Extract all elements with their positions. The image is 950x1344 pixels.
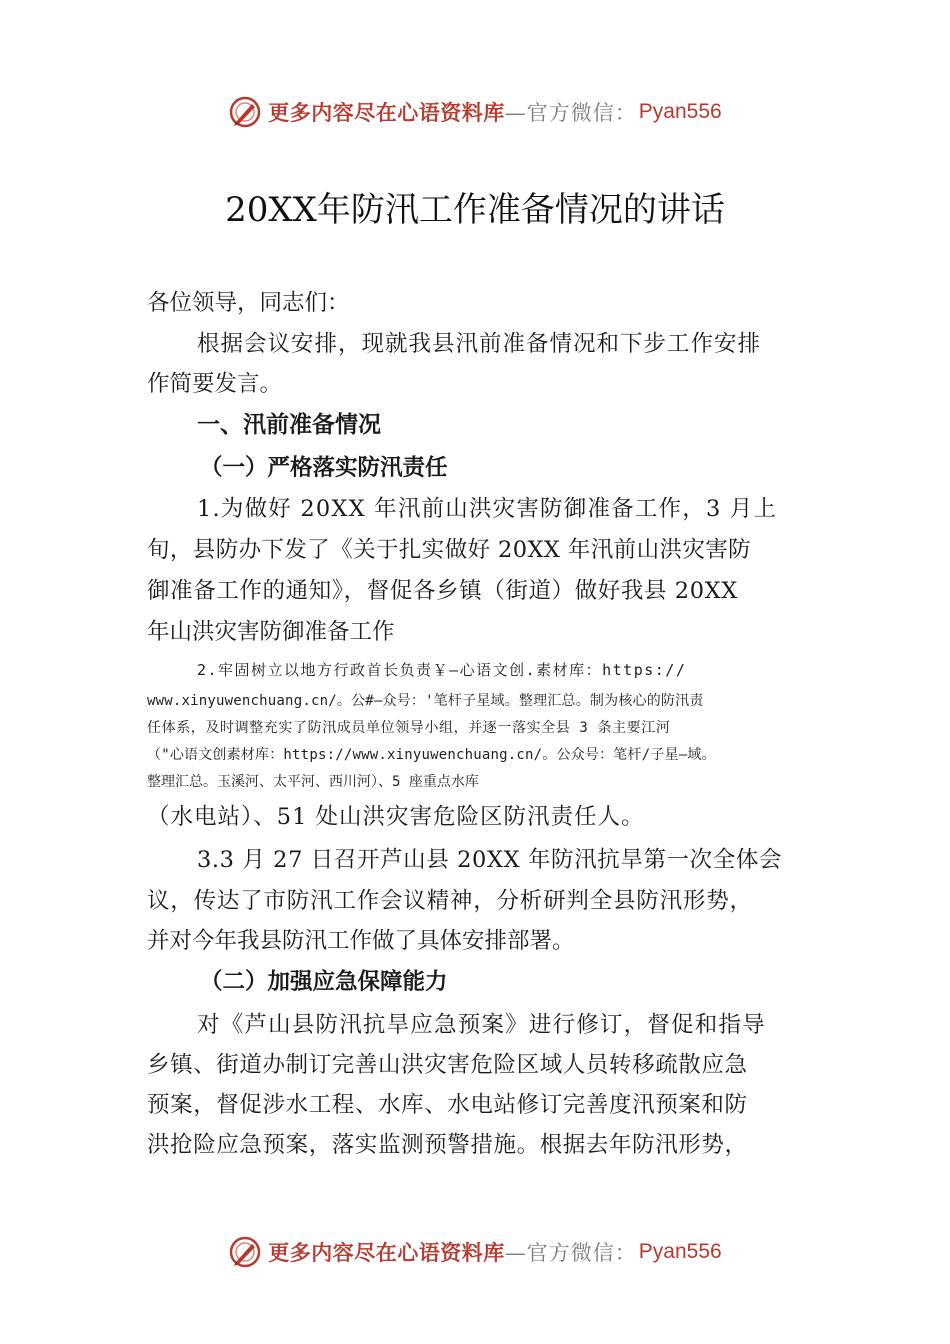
intro-line-2: 作简要发言。 bbox=[147, 371, 283, 397]
subsection-heading-1: （一）严格落实防汛责任 bbox=[200, 455, 448, 481]
greeting: 各位领导，同志们： bbox=[147, 290, 350, 316]
footer-watermark-banner bbox=[0, 1232, 950, 1272]
header-watermark-banner bbox=[0, 92, 950, 132]
banner-wechat-id: Pyan556 bbox=[638, 1240, 722, 1263]
para4-line-3: 预案，督促涉水工程、水库、水电站修订完善度汛预案和防 bbox=[147, 1092, 748, 1118]
banner-wechat-id: Pyan556 bbox=[638, 100, 722, 123]
banner-wechat-label: —官方微信： bbox=[504, 101, 637, 125]
item2-line-2: www.xinyuwenchuang.cn/。公#—众号：'笔杆子星域。整理汇总。制为核心的防汛责 bbox=[147, 693, 704, 709]
banner-wechat-label: —官方微信： bbox=[504, 1241, 637, 1265]
section-heading-1: 一、汛前准备情况 bbox=[197, 412, 381, 438]
item3-line-3: 并对今年我县防汛工作做了具体安排部署。 bbox=[147, 928, 575, 954]
item2-line-5: 整理汇总。玉溪河、太平河、西川河）、5 座重点水库 bbox=[147, 774, 479, 790]
item2-line-1: 2.牢固树立以地方行政首长负责￥—心语文创.素材库：https:// bbox=[197, 661, 687, 679]
pen-logo-icon bbox=[228, 95, 262, 129]
para4-line-1: 对《芦山县防汛抗旱应急预案》进行修订，督促和指导 bbox=[197, 1012, 766, 1038]
item1-line-4: 年山洪灾害防御准备工作 bbox=[147, 619, 395, 645]
banner-main-text: 更多内容尽在心语资料库 bbox=[268, 100, 505, 125]
item2-line-4: （"心语文创素材库：https://www.xinyuwenchuang.cn/。公众号：笔杆/子星—域。 bbox=[147, 747, 716, 763]
pen-logo-icon bbox=[228, 1235, 262, 1269]
para4-line-4: 洪抢险应急预案，落实监测预警措施。根据去年防汛形势， bbox=[147, 1132, 748, 1158]
item3-line-2: 议，传达了市防汛工作会议精神，分析研判全县防汛形势， bbox=[147, 888, 753, 914]
item1-line-3: 御准备工作的通知》，督促各乡镇（街道）做好我县 20XX bbox=[147, 578, 738, 604]
item1-line-1: 1.为做好 20XX 年汛前山洪灾害防御准备工作，3 月上 bbox=[197, 496, 778, 522]
item1-line-2: 旬，县防办下发了《关于扎实做好 20XX 年汛前山洪灾害防 bbox=[147, 537, 752, 563]
subsection-heading-2: （二）加强应急保障能力 bbox=[200, 969, 448, 995]
banner-main-text: 更多内容尽在心语资料库 bbox=[268, 1240, 505, 1265]
intro-line-1: 根据会议安排，现就我县汛前准备情况和下步工作安排 bbox=[197, 331, 762, 357]
item3-line-1: 3.3 月 27 日召开芦山县 20XX 年防汛抗旱第一次全体会 bbox=[197, 847, 783, 873]
para4-line-2: 乡镇、街道办制订完善山洪灾害危险区域人员转移疏散应急 bbox=[147, 1052, 748, 1078]
item2-line-3: 任体系，及时调整充实了防汛成员单位领导小组，并逐一落实全县 3 条主要江河 bbox=[147, 720, 671, 736]
item2-line-6: （水电站）、51 处山洪灾害危险区防汛责任人。 bbox=[147, 804, 645, 830]
document-title: 20XX年防汛工作准备情况的讲话 bbox=[225, 190, 725, 230]
